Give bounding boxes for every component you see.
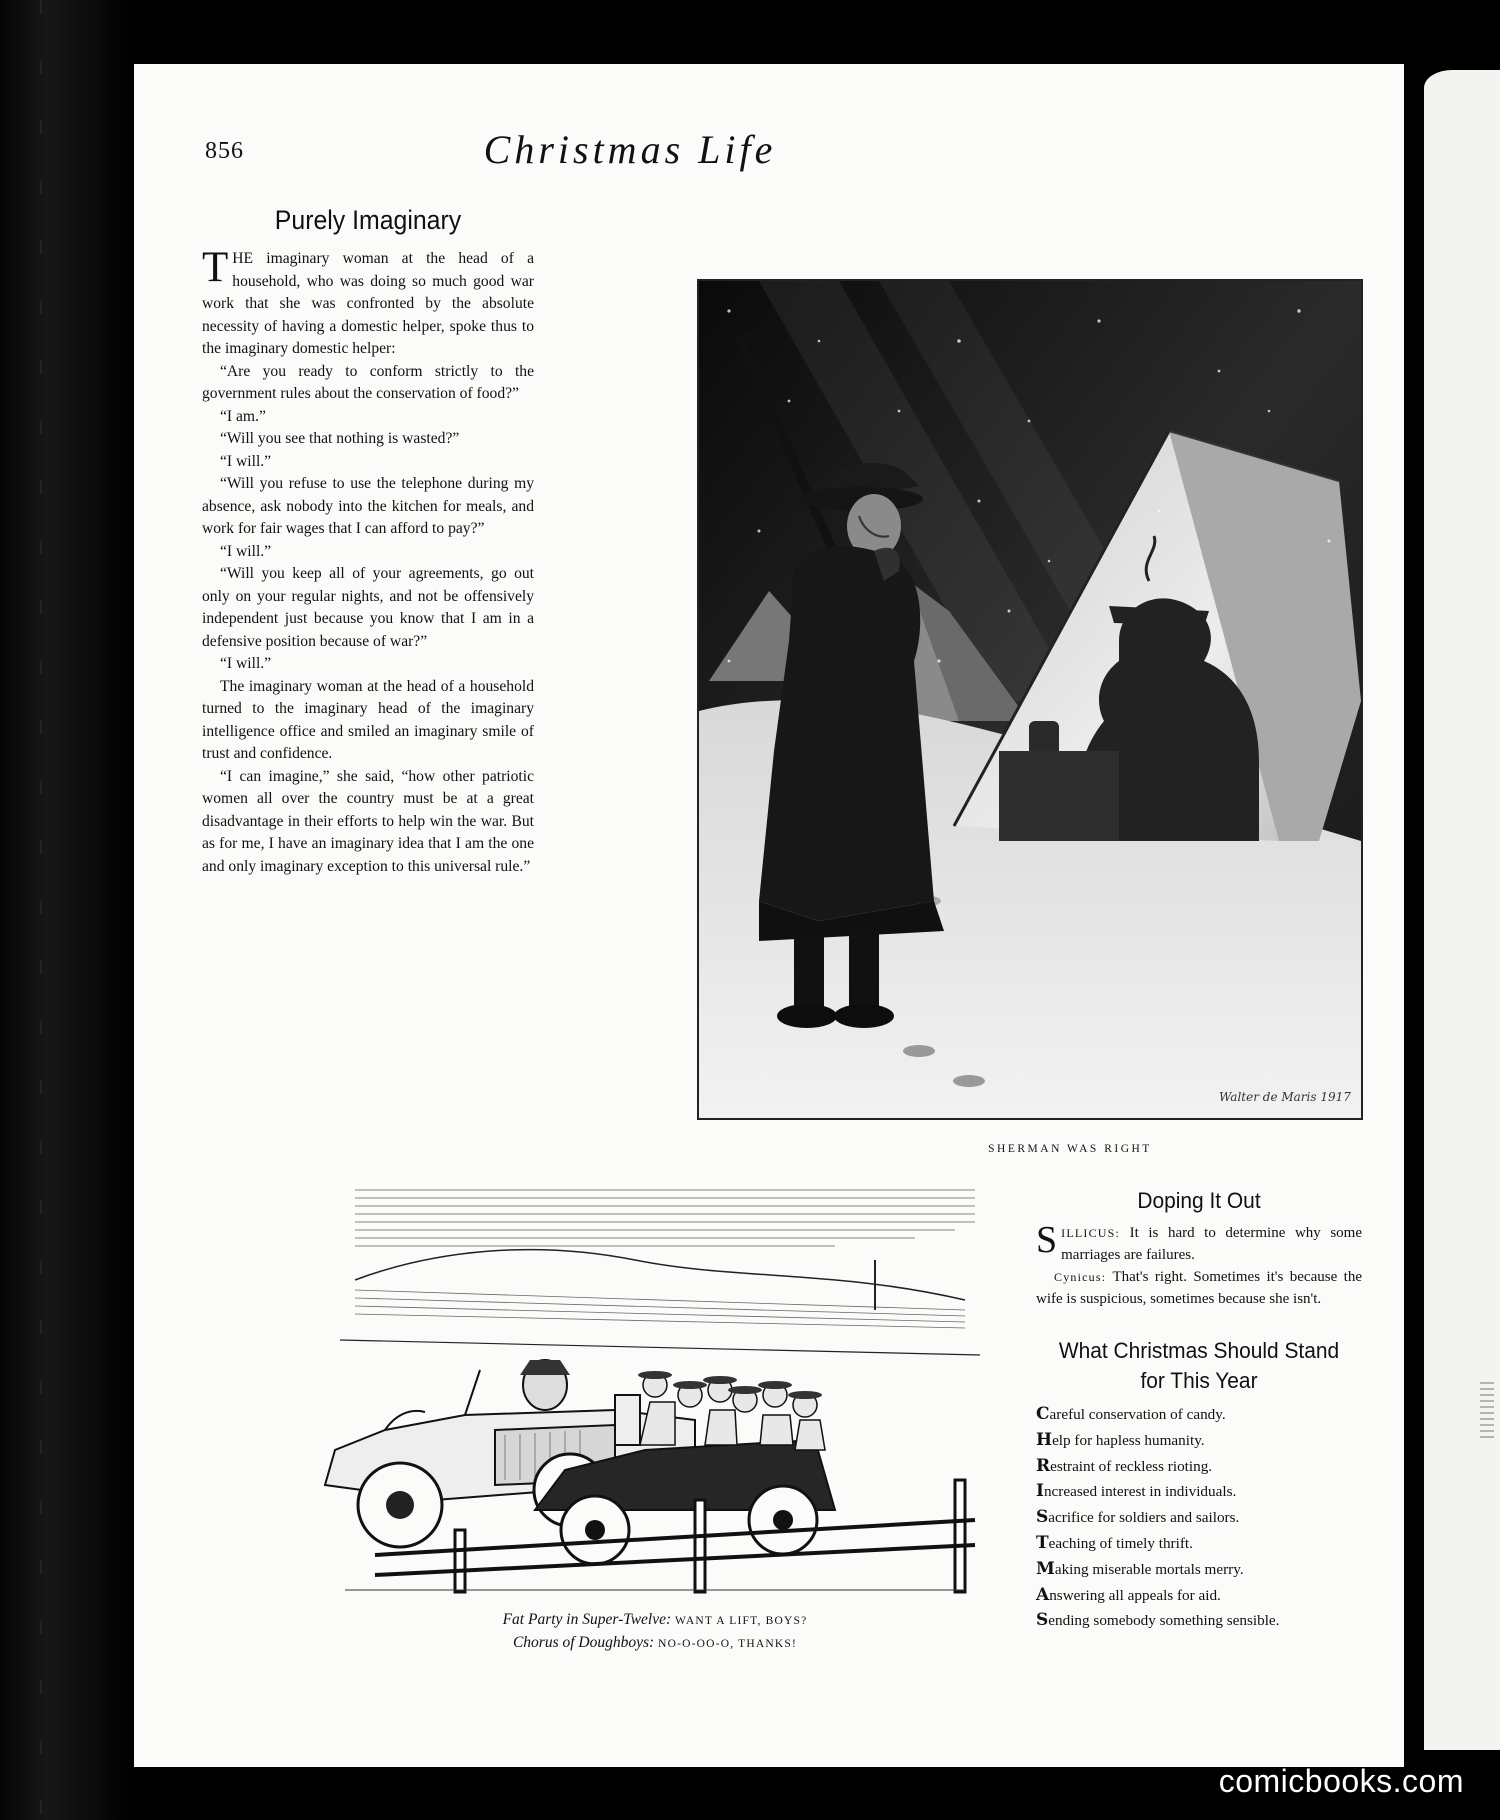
caption-sherman: SHERMAN WAS RIGHT xyxy=(988,1143,1152,1155)
acrostic-initial: H xyxy=(1036,1429,1053,1450)
acrostic-line xyxy=(1036,1583,1362,1609)
acrostic-line xyxy=(1036,1608,1362,1634)
speaker-sillicus: ILLICUS: xyxy=(1061,1226,1121,1240)
paragraph: “I can imagine,” she said, “how other patriotic women all over the country must be at a great disadvantage in their efforts to help win the war. But as for me, I have an imaginary idea that I am the one and only imaginary exception to this universal rule.” xyxy=(202,767,534,875)
acrostic-text: ending somebody something sensible. xyxy=(1048,1612,1280,1630)
caption-line-1 xyxy=(375,1609,935,1632)
right-column xyxy=(1036,1186,1362,1634)
acrostic-line xyxy=(1036,1454,1362,1480)
page-number: 856 xyxy=(205,138,244,164)
acrostic-text: acrifice for soldiers and sailors. xyxy=(1048,1509,1240,1527)
adjacent-page-edge xyxy=(1424,70,1500,1750)
acrostic-text: elp for hapless humanity. xyxy=(1052,1431,1205,1449)
acrostic-initial: T xyxy=(1036,1532,1049,1553)
drop-cap: S xyxy=(1036,1219,1058,1261)
acrostic-line xyxy=(1036,1505,1362,1531)
acrostic-initial: I xyxy=(1036,1481,1044,1502)
acrostic-line xyxy=(1036,1428,1362,1454)
caption-speech: WANT A LIFT, BOYS? xyxy=(675,1615,808,1627)
caption-line-2 xyxy=(375,1632,935,1655)
acrostic-line xyxy=(1036,1531,1362,1557)
acrostic-initial: S xyxy=(1036,1610,1049,1631)
watermark: comicbooks.com xyxy=(1218,1763,1464,1799)
sherman-drawing xyxy=(699,281,1361,1118)
acrostic-initial: A xyxy=(1036,1584,1050,1605)
paragraph: “Will you refuse to use the telephone during my absence, ask nobody into the kitchen for meals, and work for fair wages that I can afford to pay?” xyxy=(202,475,534,537)
paragraph: The imaginary woman at the head of a household turned to the imaginary head of the imaginary intelligence office and smiled an imaginary smile of trust and confidence. xyxy=(202,677,534,762)
adjacent-page-marks xyxy=(1480,1382,1494,1442)
paragraph: “I will.” xyxy=(220,655,272,672)
paragraph: “Are you ready to conform strictly to the government rules about the conservation of food?” xyxy=(202,362,534,402)
acrostic-initial: C xyxy=(1036,1404,1050,1424)
drop-cap: T xyxy=(202,244,229,291)
article-title-doping: Doping It Out xyxy=(1137,1188,1261,1213)
paragraph: “I will.” xyxy=(220,452,272,470)
line-cynicus: That's right. Sometimes it's because the wife is suspicious, sometimes because she isn't. xyxy=(1036,1269,1362,1307)
first-paragraph-text: HE imaginary woman at the head of a household, who was doing so much good war work that she was confronted by the absolute necessity of having a domestic helper, spoke thus to the imaginary domestic helper: xyxy=(202,250,534,357)
acrostic-line xyxy=(1036,1402,1362,1428)
paragraph: “Will you keep all of your agreements, go out only on your regular nights, and not be offensively independent just because you know that I am in a defensive position because of war?” xyxy=(202,565,534,650)
acrostic-text: nswering all appeals for aid. xyxy=(1049,1586,1221,1604)
acrostic-initial: M xyxy=(1036,1558,1055,1579)
caption-speaker: Fat Party in Super-Twelve: xyxy=(502,1611,672,1628)
acrostic-line xyxy=(1036,1557,1362,1583)
acrostic-initial: R xyxy=(1036,1455,1051,1476)
acrostic-text: aking miserable mortals merry. xyxy=(1054,1560,1244,1578)
line-sillicus: It is hard to determine why some marriages are failures. xyxy=(1061,1225,1362,1263)
caption-cars xyxy=(375,1609,935,1655)
acrostic-text: areful conservation of candy. xyxy=(1049,1406,1226,1423)
caption-speech: NO-O-OO-O, THANKS! xyxy=(658,1638,798,1650)
acrostic-line xyxy=(1036,1479,1362,1505)
illustration-sherman xyxy=(697,279,1363,1120)
paragraph: “I will.” xyxy=(220,542,272,560)
acrostic-text: eaching of timely thrift. xyxy=(1048,1534,1193,1552)
first-paragraph xyxy=(202,244,534,361)
article-title-christmas: What Christmas Should Stand for This Year xyxy=(1058,1338,1340,1393)
article-doping xyxy=(1036,1219,1362,1310)
acrostic-initial: S xyxy=(1036,1507,1049,1528)
artist-signature: Walter de Maris 1917 xyxy=(1219,1090,1351,1104)
book-binding-edge xyxy=(0,0,130,1820)
speaker-cynicus: Cynicus: xyxy=(1054,1270,1107,1284)
article-body xyxy=(202,244,534,878)
paragraph: “I am.” xyxy=(220,407,266,425)
doping-paragraph-1 xyxy=(1036,1219,1362,1266)
article-purely-imaginary xyxy=(202,205,534,878)
cars-drawing xyxy=(315,1180,995,1600)
christmas-acrostic xyxy=(1036,1402,1362,1634)
acrostic-text: estraint of reckless rioting. xyxy=(1050,1457,1213,1475)
illustration-cars xyxy=(315,1180,995,1600)
article-title: Purely Imaginary xyxy=(274,205,462,235)
doping-paragraph-2 xyxy=(1036,1266,1362,1310)
caption-speaker: Chorus of Doughboys: xyxy=(512,1634,655,1651)
paragraph: “Will you see that nothing is wasted?” xyxy=(220,430,460,447)
acrostic-text: ncreased interest in individuals. xyxy=(1043,1483,1237,1501)
running-head: Christmas Life xyxy=(483,127,777,172)
